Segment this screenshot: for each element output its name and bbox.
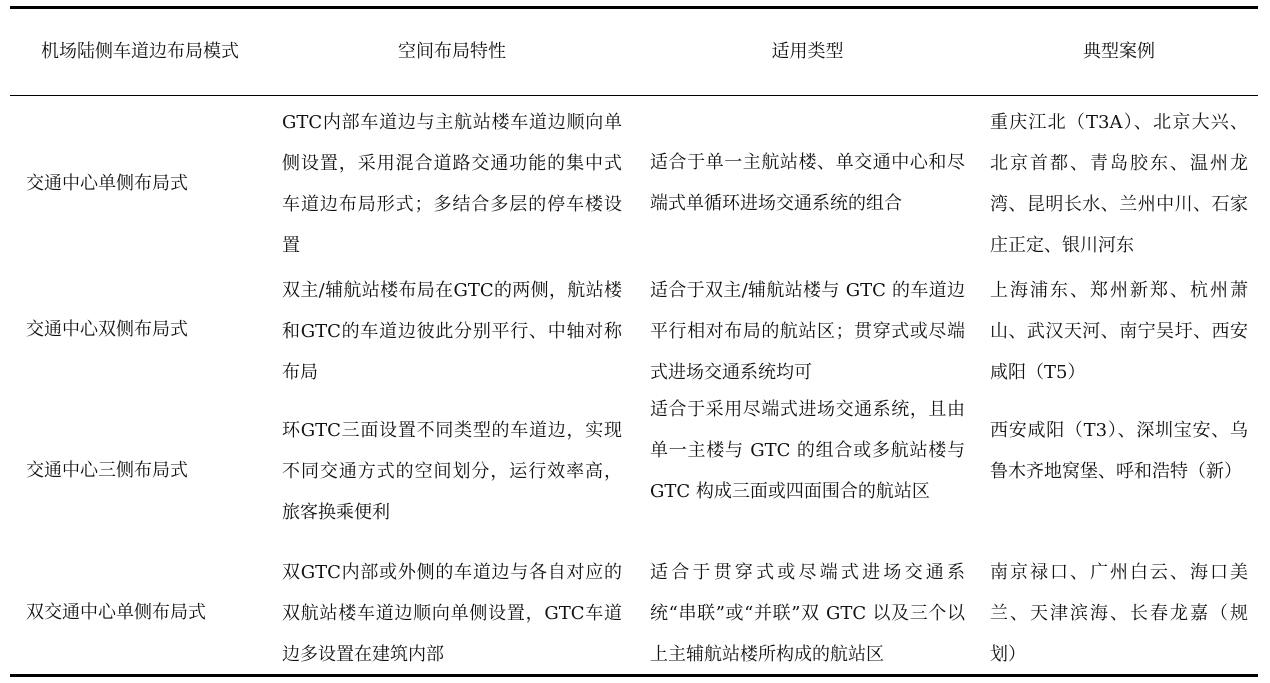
header-separator-rule — [10, 95, 1258, 96]
table-bottom-rule — [10, 674, 1258, 677]
table-top-rule — [10, 6, 1258, 9]
table-row-2-cases: 上海浦东、郑州新郑、杭州萧山、武汉天河、南宁吴圩、西安咸阳（T5） — [990, 280, 1248, 383]
table-row-3-cases: 西安咸阳（T3）、深圳宝安、乌鲁木齐地窝堡、呼和浩特（新） — [990, 420, 1248, 482]
header-applicable-type: 适用类型 — [771, 41, 844, 62]
table-row-3-applicable: 适合于采用尽端式进场交通系统，且由单一主楼与 GTC 的组合或多航站楼与 GTC 构成三面或四面围合的航站区 — [650, 399, 965, 502]
table-row-2-applicable: 适合于双主/辅航站楼与 GTC 的车道边平行相对布局的航站区；贯穿式或尽端式进场交通系统均可 — [650, 280, 965, 383]
table-row-1-feature: GTC内部车道边与主航站楼车道边顺向单侧设置，采用混合道路交通功能的集中式车道边布局形式；多结合多层的停车楼设置 — [282, 112, 622, 256]
table-row-3-mode: 交通中心三侧布局式 — [26, 460, 188, 481]
table-row-4-feature: 双GTC内部或外侧的车道边与各自对应的双航站楼车道边顺向单侧设置，GTC车道边多设置在建筑内部 — [282, 562, 622, 665]
header-spatial-feature: 空间布局特性 — [398, 41, 506, 62]
header-layout-mode: 机场陆侧车道边布局模式 — [41, 41, 239, 62]
table-row-4-mode: 双交通中心单侧布局式 — [26, 602, 206, 623]
table-row-3-feature: 环GTC三面设置不同类型的车道边，实现不同交通方式的空间划分，运行效率高，旅客换乘便利 — [282, 420, 622, 523]
table-row-1-cases: 重庆江北（T3A）、北京大兴、北京首都、青岛胶东、温州龙湾、昆明长水、兰州中川、石家庄正定、银川河东 — [990, 112, 1248, 256]
header-typical-cases: 典型案例 — [1083, 41, 1155, 62]
table-row-1-mode: 交通中心单侧布局式 — [26, 173, 188, 194]
table-row-1-applicable: 适合于单一主航站楼、单交通中心和尽端式单循环进场交通系统的组合 — [650, 152, 965, 214]
table-row-4-cases: 南京禄口、广州白云、海口美兰、天津滨海、长春龙嘉（规划） — [990, 562, 1248, 665]
table-row-2-feature: 双主/辅航站楼布局在GTC的两侧，航站楼和GTC的车道边彼此分别平行、中轴对称布局 — [282, 280, 622, 383]
table-row-4-applicable: 适合于贯穿式或尽端式进场交通系统“串联”或“并联”双 GTC 以及三个以上主辅航站楼所构成的航站区 — [650, 562, 965, 665]
table-row-2-mode: 交通中心双侧布局式 — [26, 319, 188, 340]
